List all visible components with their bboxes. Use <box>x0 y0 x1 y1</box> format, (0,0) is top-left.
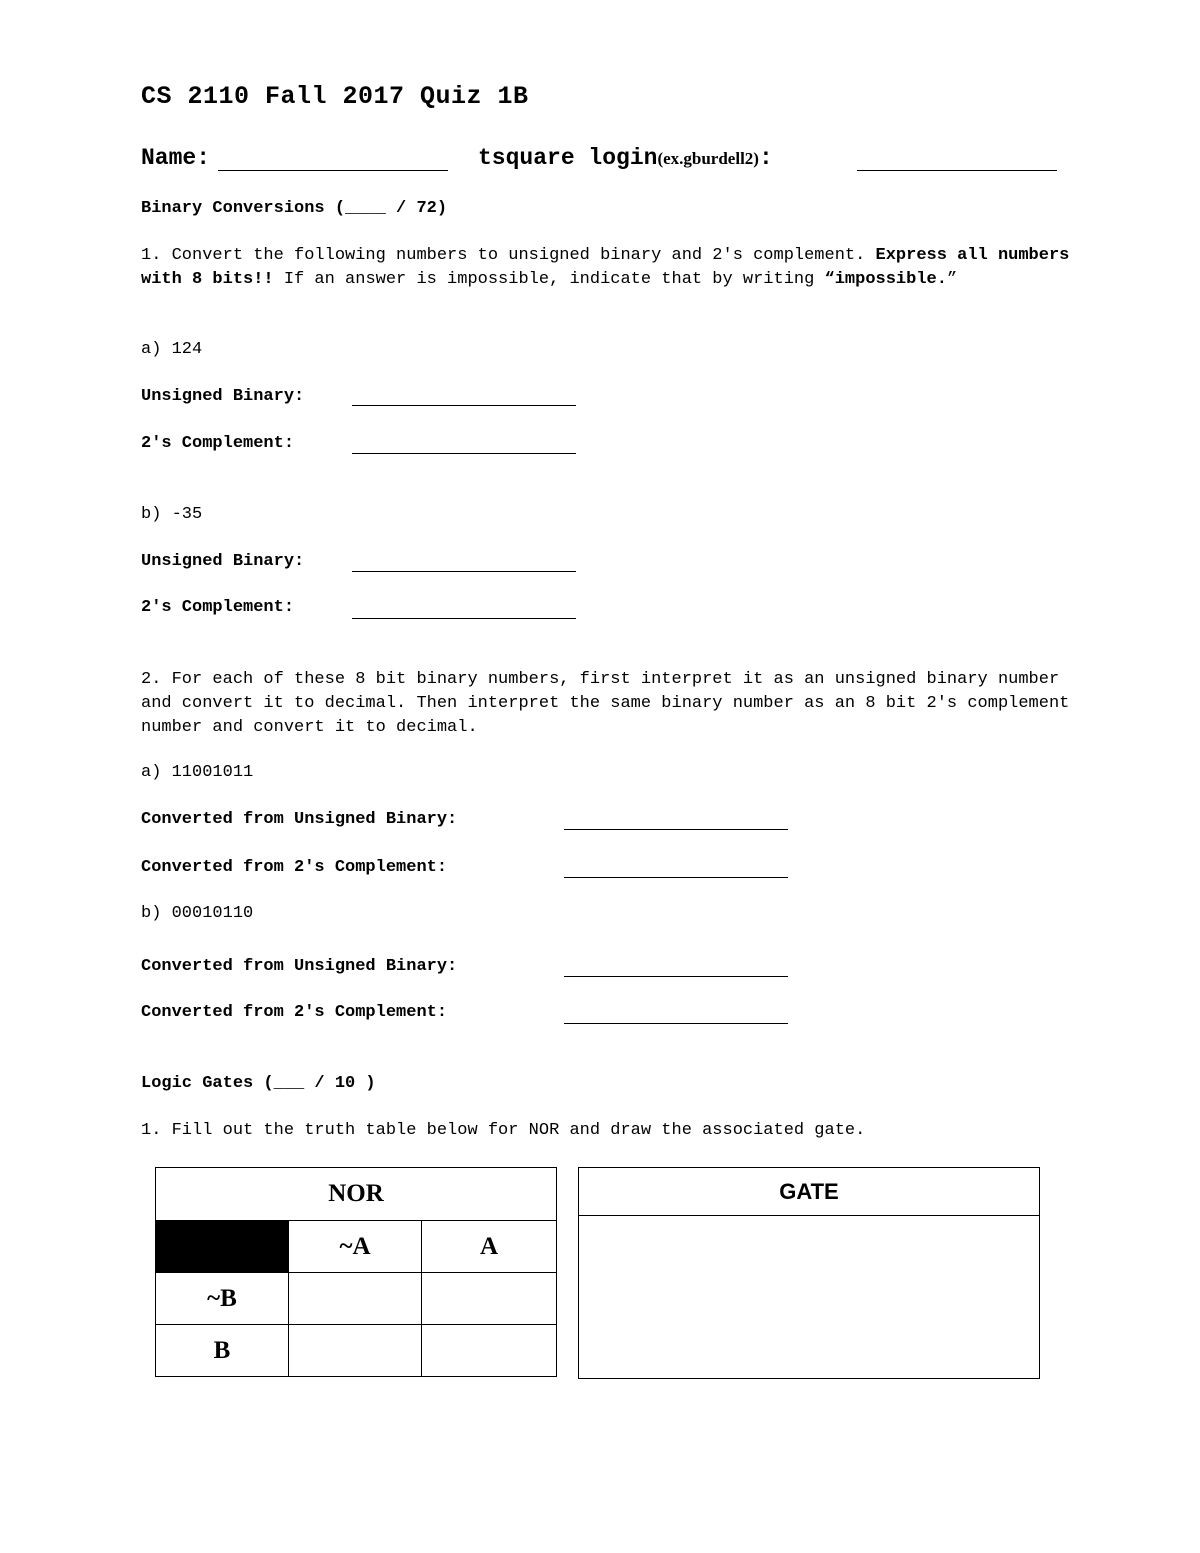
q1b-complement-blank[interactable] <box>352 618 576 619</box>
truth-table-corner <box>156 1221 289 1273</box>
q1a-complement-label: 2's Complement: <box>141 434 295 453</box>
q2b-label: b) 00010110 <box>141 904 254 923</box>
q1a-complement-blank[interactable] <box>352 453 576 454</box>
q1b-unsigned-blank[interactable] <box>352 571 576 572</box>
q1a-unsigned-label: Unsigned Binary: <box>141 387 305 406</box>
name-blank[interactable] <box>218 170 448 171</box>
truth-table-cell[interactable] <box>289 1325 422 1377</box>
q2b-unsigned-blank[interactable] <box>564 976 788 977</box>
logic-section-heading: Logic Gates (___ / 10 ) <box>141 1074 376 1093</box>
login-label-group <box>478 145 773 171</box>
q2a-unsigned-label: Converted from Unsigned Binary: <box>141 810 458 829</box>
q1a-unsigned-blank[interactable] <box>352 405 576 406</box>
login-colon: : <box>758 145 773 171</box>
q1-text-b: If an answer is impossible, indicate that by writing <box>273 270 825 289</box>
q2b-complement-label: Converted from 2's Complement: <box>141 1003 448 1022</box>
q1b-complement-label: 2's Complement: <box>141 598 295 617</box>
q2a-complement-label: Converted from 2's Complement: <box>141 858 448 877</box>
q1-text-bold: Express all numbers with 8 bits!! <box>141 246 1070 289</box>
q2-text: 2. For each of these 8 bit binary numbers, first interpret it as an unsigned binary number and convert it to decimal. Then interpret the same binary number as an 8 bit 2's complement number and convert it to decimal. <box>141 670 1070 737</box>
truth-table-col-not-a: ~A <box>289 1221 422 1273</box>
q2a-complement-blank[interactable] <box>564 877 788 878</box>
q1-quote-open: “ <box>824 270 835 289</box>
q1-text-a: 1. Convert the following numbers to unsigned binary and 2's complement. <box>141 246 876 265</box>
page-title: CS 2110 Fall 2017 Quiz 1B <box>141 82 529 111</box>
truth-table-title: NOR <box>156 1168 557 1221</box>
gate-box-title: GATE <box>579 1168 1040 1216</box>
name-label: Name: <box>141 145 211 171</box>
q1a-label: a) 124 <box>141 340 203 359</box>
truth-table-col-a: A <box>422 1221 557 1273</box>
truth-table-cell[interactable] <box>289 1273 422 1325</box>
truth-table-cell[interactable] <box>422 1273 557 1325</box>
q2b-unsigned-label: Converted from Unsigned Binary: <box>141 957 458 976</box>
binary-section-heading: Binary Conversions (____ / 72) <box>141 199 448 218</box>
truth-table-row-not-b: ~B <box>156 1273 289 1325</box>
nor-truth-table <box>155 1167 557 1377</box>
q1b-label: b) -35 <box>141 505 203 524</box>
gate-box <box>578 1167 1040 1379</box>
q1b-unsigned-label: Unsigned Binary: <box>141 552 305 571</box>
truth-table-cell[interactable] <box>422 1325 557 1377</box>
login-blank[interactable] <box>857 170 1057 171</box>
q2a-label: a) 11001011 <box>141 763 254 782</box>
login-label: tsquare login <box>478 145 658 171</box>
logic-q1-text: 1. Fill out the truth table below for NOR and draw the associated gate. <box>141 1121 866 1140</box>
truth-table-row-b: B <box>156 1325 289 1377</box>
q2a-unsigned-blank[interactable] <box>564 829 788 830</box>
login-hint: (ex.gburdell2) <box>657 149 759 168</box>
q1-quote-close: ” <box>946 270 958 289</box>
q1-text <box>141 244 1081 292</box>
gate-drawing-area[interactable] <box>579 1216 1040 1379</box>
q2b-complement-blank[interactable] <box>564 1023 788 1024</box>
q1-impossible: impossible. <box>834 270 947 289</box>
